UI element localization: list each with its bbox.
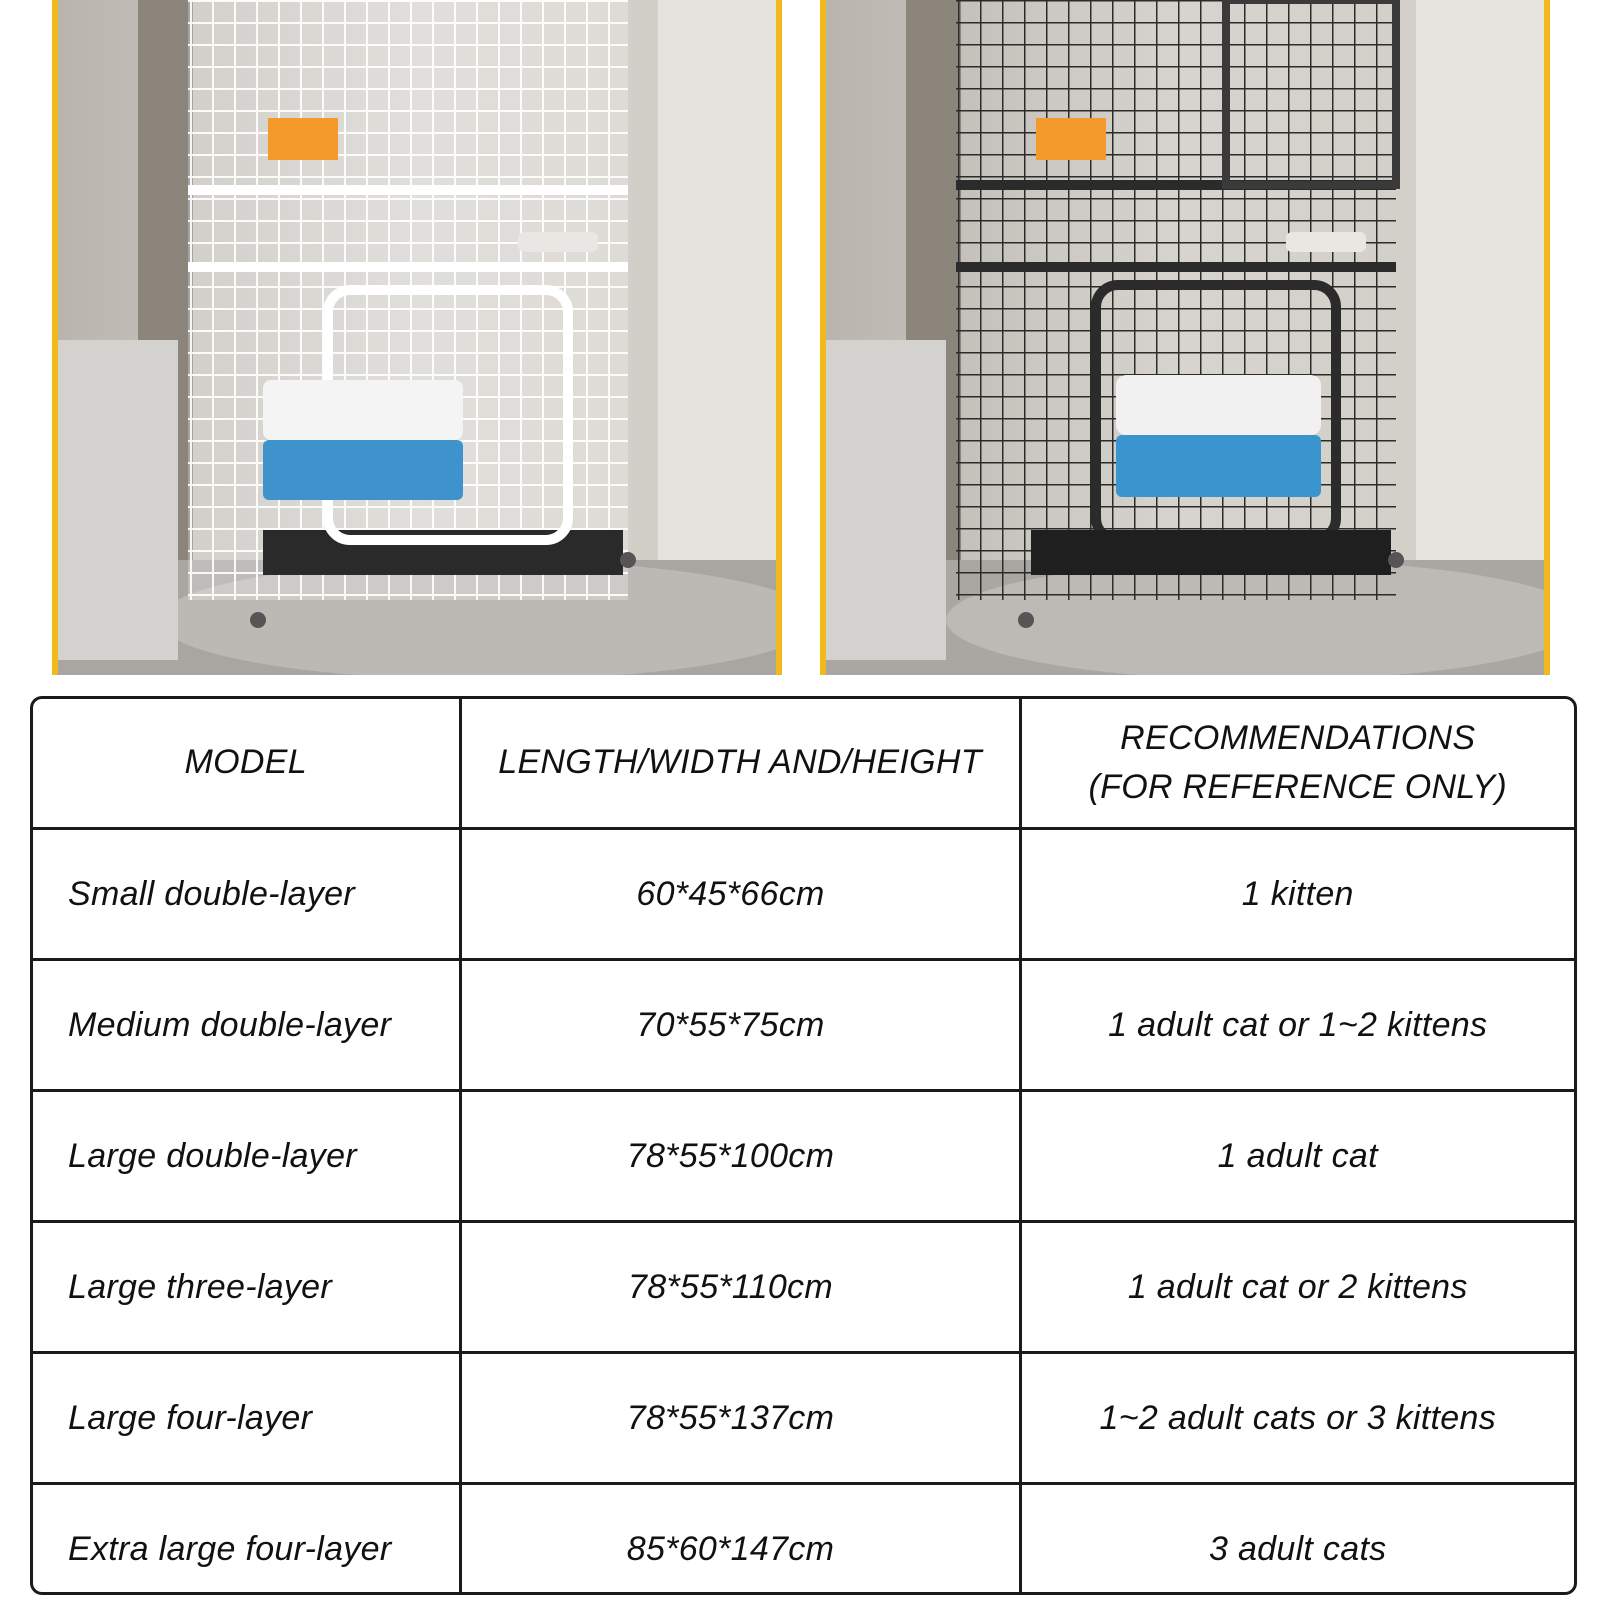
cell-model: Large four-layer <box>33 1353 460 1484</box>
cell-recommendation: 1~2 adult cats or 3 kittens <box>1020 1353 1574 1484</box>
cell-recommendation: 1 kitten <box>1020 829 1574 960</box>
table-row <box>33 1353 1574 1484</box>
cell-recommendation: 1 adult cat or 1~2 kittens <box>1020 960 1574 1091</box>
cell-dimensions: 78*55*100cm <box>460 1091 1020 1222</box>
header-recommendations-line1: RECOMMENDATIONS <box>1120 718 1476 757</box>
header-model: MODEL <box>33 699 460 829</box>
cell-recommendation: 1 adult cat or 2 kittens <box>1020 1222 1574 1353</box>
cell-model: Large double-layer <box>33 1091 460 1222</box>
cell-model: Small double-layer <box>33 829 460 960</box>
cell-model: Medium double-layer <box>33 960 460 1091</box>
size-spec-table <box>33 699 1574 1595</box>
cell-recommendation: 1 adult cat <box>1020 1091 1574 1222</box>
cell-dimensions: 78*55*137cm <box>460 1353 1020 1484</box>
header-recommendations-line2: (FOR REFERENCE ONLY) <box>1088 768 1507 806</box>
table-row <box>33 960 1574 1091</box>
black-cage-photo <box>820 0 1550 675</box>
product-photo-strip <box>0 0 1601 675</box>
table-row <box>33 829 1574 960</box>
black-cage-image <box>826 0 1544 675</box>
table-row <box>33 1222 1574 1353</box>
cell-dimensions: 78*55*110cm <box>460 1222 1020 1353</box>
white-cage-photo <box>52 0 782 675</box>
cell-dimensions: 85*60*147cm <box>460 1484 1020 1596</box>
table-row <box>33 1484 1574 1596</box>
cell-model: Large three-layer <box>33 1222 460 1353</box>
cell-model: Extra large four-layer <box>33 1484 460 1596</box>
header-recommendations <box>1020 699 1574 829</box>
cell-dimensions: 70*55*75cm <box>460 960 1020 1091</box>
cell-dimensions: 60*45*66cm <box>460 829 1020 960</box>
table-header-row <box>33 699 1574 829</box>
cell-recommendation: 3 adult cats <box>1020 1484 1574 1596</box>
size-table <box>30 696 1577 1595</box>
table-row <box>33 1091 1574 1222</box>
header-dimensions: LENGTH/WIDTH AND/HEIGHT <box>460 699 1020 829</box>
white-cage-image <box>58 0 776 675</box>
